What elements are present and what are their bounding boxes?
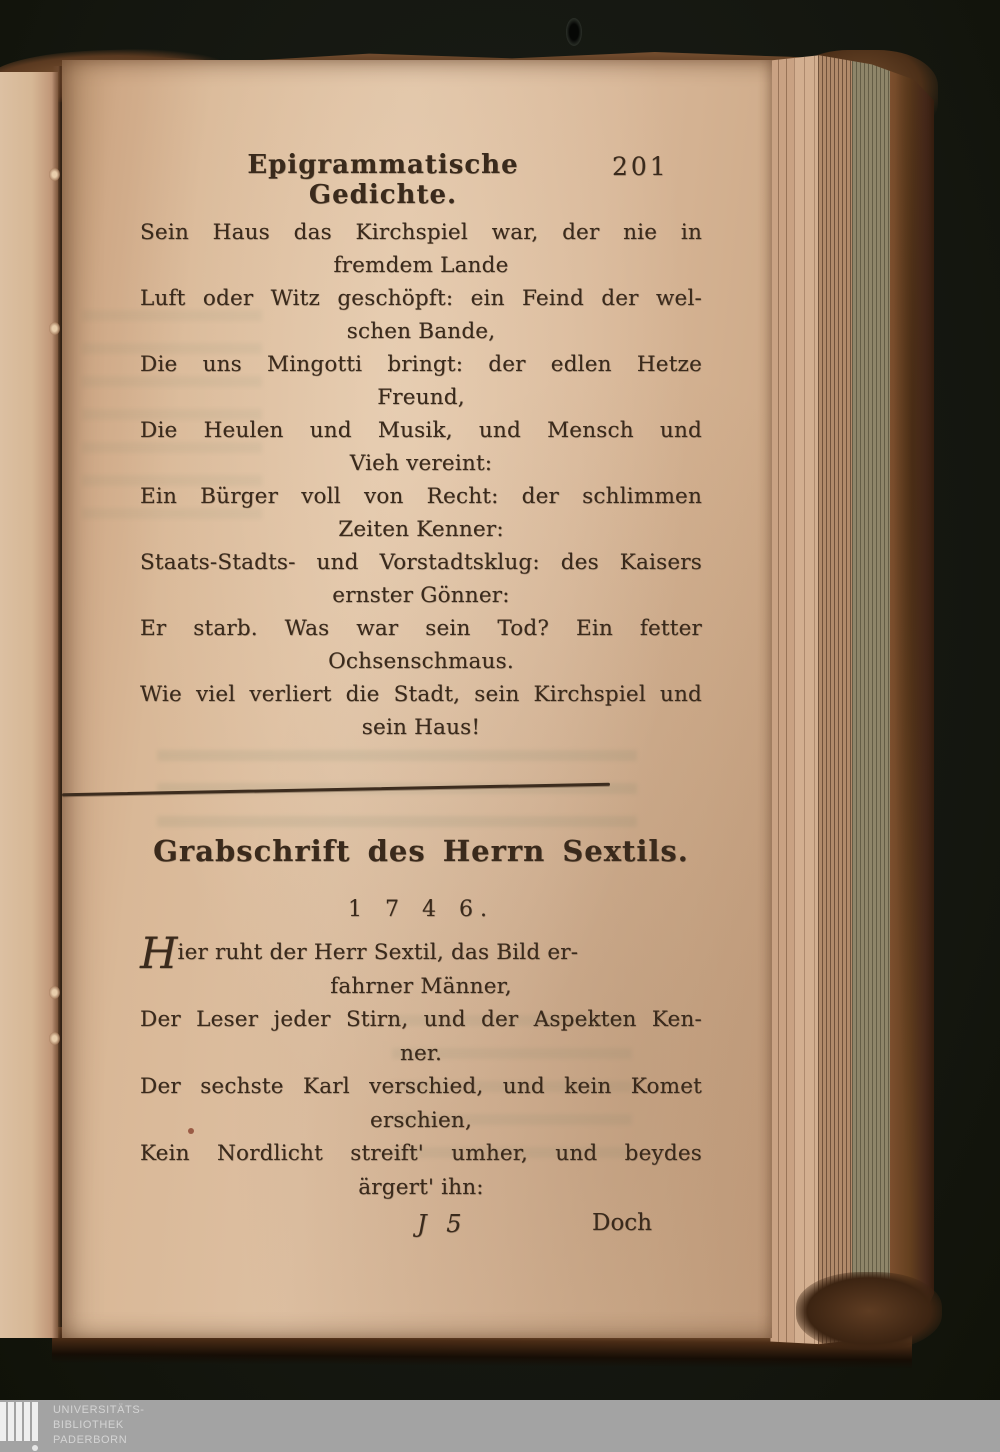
verse-line xyxy=(140,929,702,979)
page-edge-layer xyxy=(770,54,794,1348)
library-name xyxy=(53,1403,273,1448)
verse-line: Er starb. Was war sein Tod? Ein fetter xyxy=(140,616,702,641)
verse-line: erschien, xyxy=(369,1107,472,1133)
verse-line: Die Heulen und Musik, und Mensch und xyxy=(140,418,702,443)
library-name-line2: BIBLIOTHEK xyxy=(53,1419,124,1431)
poem-2 xyxy=(140,929,702,1204)
verse-line: Zeiten Kenner: xyxy=(338,517,504,542)
verse-line: Kein Nordlicht streift' umher, und beydes xyxy=(140,1141,702,1166)
logo-bar-icon xyxy=(32,1402,38,1441)
verse-line: Der sechste Karl verschied, und kein Komet xyxy=(140,1074,702,1099)
binding-stitch xyxy=(49,322,60,335)
facing-page-edge xyxy=(0,72,58,1338)
logo-exclamation-dot-icon xyxy=(32,1445,38,1451)
verse-line: ärgert' ihn: xyxy=(358,1174,484,1200)
binding-stitch xyxy=(49,986,60,999)
verse-line: sein Haus! xyxy=(361,715,481,740)
page-edge-layer xyxy=(794,54,818,1348)
section-year: 1 7 4 6. xyxy=(348,897,494,922)
page-footer xyxy=(140,1210,702,1250)
logo-bar-icon xyxy=(24,1402,30,1441)
leather-cover-edge xyxy=(890,54,934,1348)
catchword: Doch xyxy=(592,1210,652,1236)
verse-line: Wie viel verliert die Stadt, sein Kirchspiel und xyxy=(140,682,702,707)
verse-line: Ochsenschmaus. xyxy=(328,649,514,674)
logo-bar-icon xyxy=(16,1402,22,1441)
binding-stitch xyxy=(49,168,60,181)
verse-line: fahrner Männer, xyxy=(330,973,512,999)
poem-1 xyxy=(140,216,702,744)
verse-line: Sein Haus das Kirchspiel war, der nie in xyxy=(140,220,702,245)
library-name-line1: UNIVERSITÄTS- xyxy=(53,1404,145,1416)
library-name-line3: PADERBORN xyxy=(53,1434,128,1446)
verse-line: Vieh vereint: xyxy=(349,451,493,476)
dust-speck xyxy=(566,18,582,46)
logo-bar-icon xyxy=(8,1402,14,1441)
verse-line: schen Bande, xyxy=(346,319,496,344)
verse-line: Luft oder Witz geschöpft: ein Feind der wel- xyxy=(140,286,702,311)
logo-bar-icon xyxy=(0,1402,6,1441)
page-number: 201 xyxy=(612,152,669,181)
library-watermark-band xyxy=(0,1400,1000,1452)
verse-line: ernster Gönner: xyxy=(332,583,510,608)
gathering-signature: J 5 xyxy=(417,1210,468,1238)
verse-line: Ein Bürger voll von Recht: der schlimmen xyxy=(140,484,702,509)
page-edge-layer xyxy=(818,54,852,1348)
page-edge-layer-olive xyxy=(852,54,890,1348)
verse-line: Der Leser jeder Stirn, und der Aspekten Ken- xyxy=(140,1007,702,1032)
book-page xyxy=(62,60,772,1338)
verse-line: Die uns Mingotti bringt: der edlen Hetze xyxy=(140,352,702,377)
binding-stitch xyxy=(49,1032,60,1045)
verse-text: ier ruht der Herr Sextil, das Bild er- xyxy=(177,940,579,965)
running-title: Epigrammatische Gedichte. xyxy=(247,150,519,210)
section-heading: Grabschrift des Herrn Sextils. xyxy=(153,834,689,868)
verse-line: Freund, xyxy=(377,385,465,410)
drop-cap-initial: H xyxy=(140,929,178,979)
leather-corner-bottom-right xyxy=(796,1272,942,1350)
verse-line: fremdem Lande xyxy=(333,253,509,278)
fore-edge-page-stack xyxy=(770,54,934,1348)
verse-line: ner. xyxy=(399,1040,443,1066)
page-header xyxy=(140,150,702,210)
verse-line: Staats-Stadts- und Vorstadtsklug: des Kaisers xyxy=(140,550,702,575)
